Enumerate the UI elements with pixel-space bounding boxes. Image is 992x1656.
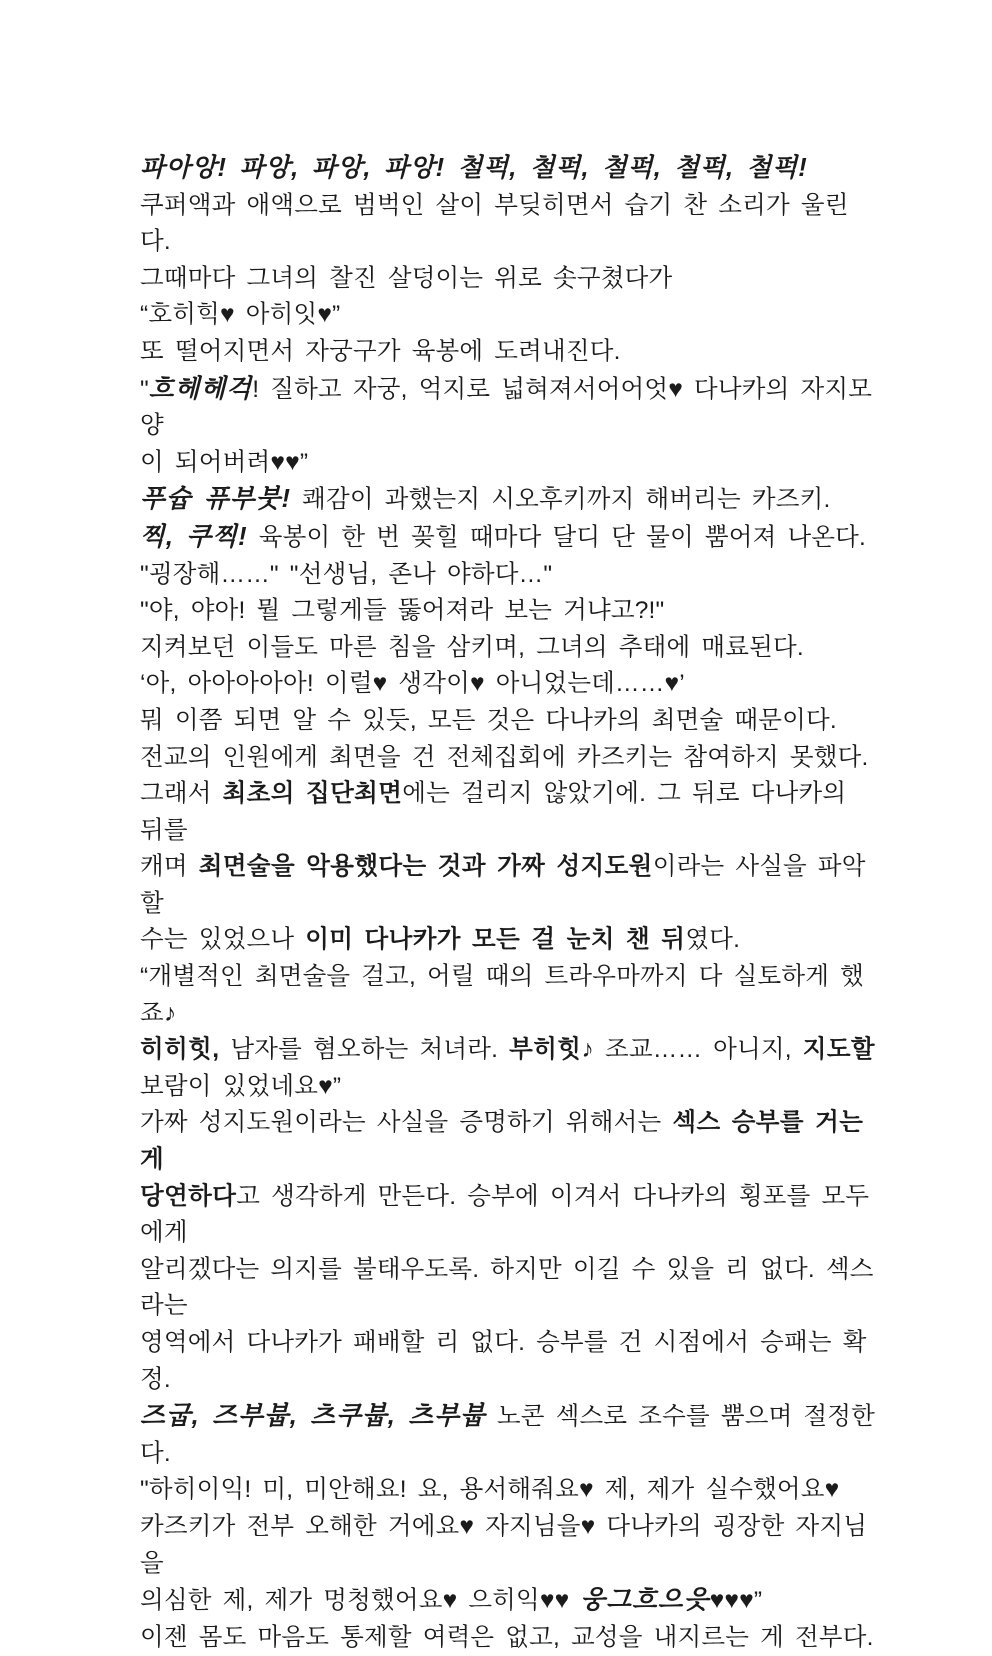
bold-emphasis-text: 지도할 xyxy=(802,1036,875,1064)
text-line xyxy=(140,371,876,445)
body-text: 였다. xyxy=(685,926,741,954)
body-text: 전교의 인원에게 최면을 건 전체집회에 카즈키는 참여하지 못했다. xyxy=(140,743,869,771)
text-line xyxy=(140,1620,876,1656)
text-line xyxy=(140,297,876,334)
text-line xyxy=(140,1509,876,1582)
text-line xyxy=(140,1105,876,1178)
body-text: 이 되어버려♥♥” xyxy=(140,448,309,476)
text-line xyxy=(140,1325,876,1398)
body-text: 뭐 이쯤 되면 알 수 있듯, 모든 것은 다나카의 최면술 때문이다. xyxy=(140,706,837,734)
body-text: 캐며 xyxy=(140,853,199,881)
text-line xyxy=(140,922,876,959)
body-text: "하히이익! 미, 미안해요! 요, 용서해줘요♥ 제, 제가 실수했어요♥ xyxy=(140,1476,840,1504)
text-line xyxy=(140,776,876,849)
text-line xyxy=(140,1032,876,1069)
body-text: 이라는 사실을 파악할 xyxy=(140,853,866,917)
body-text: 쾌감이 과했는지 시오후키까지 해버리는 카즈키. xyxy=(291,486,831,514)
sfx-onomatopoeia-text: 흐헤헤걱 xyxy=(148,374,253,403)
text-line xyxy=(140,188,876,261)
text-line xyxy=(140,593,876,630)
text-line xyxy=(140,261,876,298)
body-text: 카즈키가 전부 오해한 거에요♥ 자지님을♥ 다나카의 굉장한 자지님을 xyxy=(140,1512,868,1577)
text-line xyxy=(140,849,876,922)
body-text: 이젠 몸도 마음도 통제할 여력은 없고, 교성을 내지르는 게 전부다. xyxy=(140,1623,874,1651)
text-line xyxy=(140,557,876,594)
text-line xyxy=(140,630,876,667)
body-text: “개별적인 최면술을 걸고, 어릴 때의 트라우마까지 다 실토하게 했죠♪ xyxy=(140,963,864,1027)
sfx-onomatopoeia-text: 파아앙! 파앙, 파앙, 파앙! 철퍽, 철퍽, 철퍽, 철퍽, 철퍽! xyxy=(140,154,808,182)
text-line xyxy=(140,1252,876,1325)
body-text: ‘아, 아아아아아! 이럴♥ 생각이♥ 아니었는데……♥’ xyxy=(140,670,685,698)
body-text: 영역에서 다나카가 패배할 리 없다. 승부를 건 시점에서 승패는 확정. xyxy=(140,1329,867,1393)
body-text: 알리겠다는 의지를 불태우도록. 하지만 이길 수 있을 리 없다. 섹스라는 xyxy=(140,1255,874,1320)
body-text: ♥♥♥” xyxy=(709,1587,763,1615)
text-line xyxy=(140,445,876,482)
text-line xyxy=(140,1179,876,1252)
text-line xyxy=(140,703,876,740)
text-line xyxy=(140,519,876,557)
body-text: "굉장해……" "선생님, 존나 야하다…" xyxy=(140,560,553,588)
body-text: 에는 걸리지 않았기에. 그 뒤로 다나카의 뒤를 xyxy=(140,780,847,844)
sfx-onomatopoeia-text: 찍, 쿠찍! xyxy=(140,522,248,551)
body-text: “호히힉♥ 아히잇♥” xyxy=(140,301,341,329)
body-text: ! 질하고 자궁, 억지로 넓혀져서어어엇♥ 다나카의 자지모양 xyxy=(140,375,873,440)
bold-emphasis-text: 최면술을 악용했다는 것과 가짜 성지도원 xyxy=(198,853,653,881)
sfx-onomatopoeia-text: 즈굽, 즈부붑, 츠쿠붑, 츠부붑 xyxy=(140,1402,486,1431)
body-text: 그래서 xyxy=(140,780,223,808)
text-content xyxy=(140,150,876,1656)
body-text: 조교…… 아니지, xyxy=(594,1036,803,1064)
bold-emphasis-text: 부히힛♪ xyxy=(509,1036,594,1064)
body-text: 남자를 혐오하는 처녀라. xyxy=(219,1036,510,1064)
text-line xyxy=(140,959,876,1032)
body-text: 쿠퍼액과 애액으로 범벅인 살이 부딪히면서 습기 찬 소리가 울린다. xyxy=(140,191,849,256)
sfx-onomatopoeia-text: 푸슙 퓨부붓! xyxy=(140,485,292,514)
body-text: 가짜 성지도원이라는 사실을 증명하기 위해서는 xyxy=(140,1109,673,1137)
text-line xyxy=(140,1069,876,1106)
text-line xyxy=(140,150,876,188)
body-text: 지켜보던 이들도 마른 침을 삼키며, 그녀의 추태에 매료된다. xyxy=(140,633,804,661)
text-line xyxy=(140,1472,876,1509)
text-line xyxy=(140,481,876,519)
body-text: "야, 야아! 뭘 그렇게들 뚫어져라 보는 거냐고?!" xyxy=(140,597,665,625)
body-text: 노콘 섹스로 조수를 뿜으며 절정한다. xyxy=(140,1403,876,1467)
body-text: 보람이 있었네요♥” xyxy=(140,1072,342,1100)
bold-emphasis-text: 당연하다 xyxy=(140,1182,237,1210)
sfx-onomatopoeia-text: 웅그흐으읏 xyxy=(580,1586,710,1615)
bold-emphasis-text: 최초의 집단최면 xyxy=(222,780,403,808)
body-text: 육봉이 한 번 꽂힐 때마다 달디 단 물이 뿜어져 나온다. xyxy=(247,523,867,551)
body-text: 또 떨어지면서 자궁구가 육봉에 도려내진다. xyxy=(140,337,621,365)
body-text: " xyxy=(140,375,149,403)
bold-emphasis-text: 이미 다나카가 모든 걸 눈치 챈 뒤 xyxy=(305,926,686,954)
body-text: 고 생각하게 만든다. 승부에 이겨서 다나카의 횡포를 모두에게 xyxy=(140,1182,870,1247)
text-line xyxy=(140,1582,876,1620)
body-text: 그때마다 그녀의 찰진 살덩이는 위로 솟구쳤다가 xyxy=(140,264,673,292)
body-text: 수는 있었으나 xyxy=(140,926,306,954)
bold-emphasis-text: 히히힛, xyxy=(140,1036,220,1064)
bold-emphasis-text: 섹스 승부를 거는 게 xyxy=(140,1109,864,1174)
text-line xyxy=(140,334,876,371)
text-line xyxy=(140,666,876,703)
text-line xyxy=(140,740,876,777)
text-line xyxy=(140,1398,876,1472)
body-text: 의심한 제, 제가 멍청했어요♥ 으히익♥♥ xyxy=(140,1587,581,1615)
